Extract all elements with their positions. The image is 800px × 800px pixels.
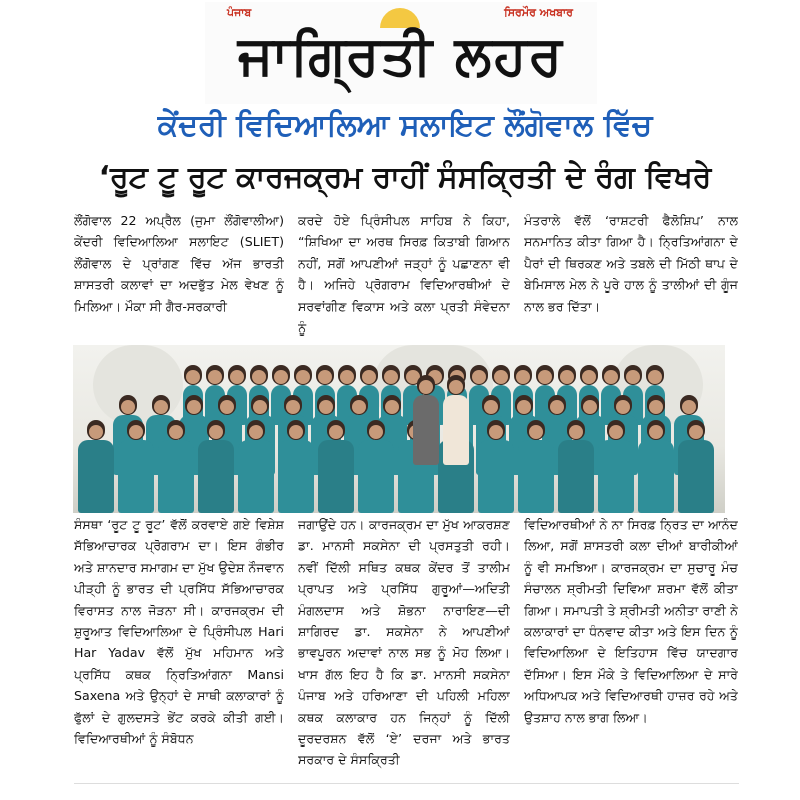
masthead — [205, 2, 597, 104]
student-head — [447, 375, 465, 395]
student-head — [558, 365, 576, 385]
student-face — [472, 370, 486, 384]
student-face — [318, 370, 332, 384]
student-head — [152, 395, 170, 415]
student-face — [319, 400, 333, 414]
student-head — [247, 420, 265, 440]
student-face — [352, 400, 366, 414]
student-head — [206, 365, 224, 385]
student-figure — [638, 440, 674, 513]
student-head — [527, 420, 545, 440]
student-figure — [318, 440, 354, 513]
paragraph: ਜਗਾਉਂਦੇ ਹਨ। ਕਾਰਜਕ੍ਰਮ ਦਾ ਮੁੱਖ ਆਕਰਸ਼ਣ ਡਾ. ਮਾਨਸੀ ਸਕਸੇਨਾ ਦੀ ਪ੍ਰਸਤੁਤੀ ਰਹੀ। ਨਵੀਂ ਦਿੱਲੀ ਸਥਿਤ ਕਥਕ ਕੇਂਦਰ ਤੋਂ ਤਾਲੀਮ ਪ੍ਰਾਪਤ ਅਤੇ ਪ੍ਰਸਿੱਧ ਗੁਰੂਆਂ—ਅਦਿਤੀ ਮੰਗਲਦਾਸ ਅਤੇ ਸ਼ੋਭਨਾ ਨਾਰਾਇਣ—ਦੀ ਸ਼ਾਗਿਰਦ ਡਾ. ਸਕਸੇਨਾ ਨੇ ਆਪਣੀਆਂ ਭਾਵਪੂਰਨ ਅਦਾਵਾਂ ਨਾਲ ਸਭ ਨੂੰ ਮੋਹ ਲਿਆ। ਖਾਸ ਗੱਲ ਇਹ ਹੈ ਕਿ ਡਾ. ਮਾਨਸੀ ਸਕਸੇਨਾ ਪੰਜਾਬ ਅਤੇ ਹਰਿਆਣਾ ਦੀ ਪਹਿਲੀ ਮਹਿਲਾ ਕਥਕ ਕਲਾਕਾਰ ਹਨ ਜਿਨ੍ਹਾਂ ਨੂੰ ਦਿੱਲੀ ਦੂਰਦਰਸ਼ਨ ਵੱਲੋਂ ‘ਏ’ ਦਰਜਾ ਅਤੇ ਭਾਰਤ ਸਰਕਾਰ ਦੇ ਸੰਸਕ੍ਰਿਤੀ — [298, 517, 510, 768]
article-bottom-column-3 — [524, 514, 738, 784]
student-head — [417, 375, 435, 395]
student-face — [516, 370, 530, 384]
article-top-column-3 — [524, 210, 738, 338]
student-face — [550, 400, 564, 414]
student-head — [350, 395, 368, 415]
student-face — [329, 425, 343, 439]
student-figure — [238, 440, 274, 513]
student-head — [515, 395, 533, 415]
headline-line-1: ਕੇਂਦਰੀ ਵਿਦਿਆਲਿਆ ਸਲਾਇਟ ਲੌਂਗੋਵਾਲ ਵਿੱਚ — [157, 108, 653, 143]
student-head — [185, 395, 203, 415]
student-head — [514, 365, 532, 385]
student-face — [626, 370, 640, 384]
student-face — [154, 400, 168, 414]
student-face — [689, 425, 703, 439]
newspaper-title: ਜਾਗ੍ਰਿਤੀ ਲਹਰ — [238, 24, 564, 87]
student-head — [646, 365, 664, 385]
student-head — [470, 365, 488, 385]
student-face — [220, 400, 234, 414]
student-face — [208, 370, 222, 384]
student-figure — [478, 440, 514, 513]
student-head — [316, 365, 334, 385]
student-face — [186, 370, 200, 384]
student-face — [230, 370, 244, 384]
tree-shape — [93, 345, 183, 425]
student-face — [582, 370, 596, 384]
student-head — [492, 365, 510, 385]
student-head — [294, 365, 312, 385]
student-face — [489, 425, 503, 439]
headline-line-2: ‘ਰੂਟ ਟੂ ਰੂਟ ਕਾਰਜਕ੍ਰਮ ਰਾਹੀਂ ਸੰਸਕ੍ਰਿਤੀ ਦੇ ਰੰਗ ਵਿਖਰੇ — [98, 160, 712, 195]
article-bottom-column-2 — [298, 514, 510, 784]
student-head — [119, 395, 137, 415]
student-face — [274, 370, 288, 384]
masthead-tag-right: ਸਿਰਮੌਰ ਅਖਬਾਰ — [504, 6, 573, 19]
student-face — [169, 425, 183, 439]
student-figure — [558, 440, 594, 513]
student-head — [317, 395, 335, 415]
student-face — [419, 380, 433, 394]
student-head — [383, 395, 401, 415]
student-face — [369, 425, 383, 439]
student-face — [340, 370, 354, 384]
student-face — [494, 370, 508, 384]
student-head — [607, 420, 625, 440]
student-head — [367, 420, 385, 440]
student-face — [249, 425, 263, 439]
student-face — [682, 400, 696, 414]
student-head — [184, 365, 202, 385]
student-face — [129, 425, 143, 439]
student-face — [385, 400, 399, 414]
masthead-tag-left: ਪੰਜਾਬ — [227, 6, 252, 19]
student-head — [167, 420, 185, 440]
student-head — [250, 365, 268, 385]
student-face — [484, 400, 498, 414]
student-face — [529, 425, 543, 439]
student-face — [384, 370, 398, 384]
student-head — [548, 395, 566, 415]
student-face — [252, 370, 266, 384]
student-head — [487, 420, 505, 440]
student-head — [647, 420, 665, 440]
student-face — [538, 370, 552, 384]
student-head — [218, 395, 236, 415]
bottom-divider — [74, 783, 739, 784]
student-head — [327, 420, 345, 440]
student-face — [569, 425, 583, 439]
paragraph: ਕਰਦੇ ਹੋਏ ਪ੍ਰਿੰਸੀਪਲ ਸਾਹਿਬ ਨੇ ਕਿਹਾ, “ਸ਼ਿਖਿਆ ਦਾ ਅਰਥ ਸਿਰਫ਼ ਕਿਤਾਬੀ ਗਿਆਨ ਨਹੀਂ, ਸਗੋਂ ਆਪਣੀਆਂ ਜੜ੍ਹਾਂ ਨੂੰ ਪਛਾਣਨਾ ਵੀ ਹੈ। ਅਜਿਹੇ ਪ੍ਰੋਗਰਾਮ ਵਿਦਿਆਰਥੀਆਂ ਦੇ ਸਰਵਾਂਗੀਣ ਵਿਕਾਸ ਅਤੇ ਕਲਾ ਪ੍ਰਤੀ ਸੰਵੇਦਨਾ ਨੂੰ — [298, 213, 510, 336]
student-head — [567, 420, 585, 440]
student-head — [602, 365, 620, 385]
student-figure — [598, 440, 634, 513]
student-head — [251, 395, 269, 415]
student-head — [614, 395, 632, 415]
student-figure — [443, 395, 469, 465]
student-figure — [413, 395, 439, 465]
student-figure — [158, 440, 194, 513]
student-figure — [358, 440, 394, 513]
student-face — [583, 400, 597, 414]
student-head — [338, 365, 356, 385]
student-face — [648, 370, 662, 384]
paragraph: ਲੌਂਗੋਵਾਲ 22 ਅਪ੍ਰੈਲ (ਜੁਮਾ ਲੌਂਗੋਵਾਲੀਆ) ਕੇਂਦਰੀ ਵਿਦਿਆਲਿਆ ਸਲਾਇਟ (SLIET) ਲੌਂਗੋਵਾਲ ਦੇ ਪ੍ਰਾਂਗਣ ਵਿੱਚ ਅੱਜ ਭਾਰਤੀ ਸ਼ਾਸਤਰੀ ਕਲਾਵਾਂ ਦਾ ਅਦਭੁੱਤ ਮੇਲ ਵੇਖਣ ਨੂੰ ਮਿਲਿਆ। ਮੌਕਾ ਸੀ ਗੈਰ-ਸਰਕਾਰੀ — [74, 213, 284, 314]
student-head — [382, 365, 400, 385]
student-head — [687, 420, 705, 440]
student-figure — [118, 440, 154, 513]
student-head — [580, 365, 598, 385]
group-photo — [73, 345, 725, 513]
student-face — [616, 400, 630, 414]
student-face — [209, 425, 223, 439]
student-face — [604, 370, 618, 384]
student-figure — [518, 440, 554, 513]
student-face — [449, 380, 463, 394]
paragraph: ਵਿਦਿਆਰਥੀਆਂ ਨੇ ਨਾ ਸਿਰਫ਼ ਨ੍ਰਿਤ ਦਾ ਆਨੰਦ ਲਿਆ, ਸਗੋਂ ਸ਼ਾਸਤਰੀ ਕਲਾ ਦੀਆਂ ਬਾਰੀਕੀਆਂ ਨੂੰ ਵੀ ਸਮਝਿਆ। ਕਾਰਜਕ੍ਰਮ ਦਾ ਸੁਚਾਰੂ ਮੰਚ ਸੰਚਾਲਨ ਸ਼੍ਰੀਮਤੀ ਦਿਵਿਆ ਸ਼ਰਮਾ ਵੱਲੋਂ ਕੀਤਾ ਗਿਆ। ਸਮਾਪਤੀ ਤੇ ਸ਼੍ਰੀਮਤੀ ਅਨੀਤਾ ਰਾਣੀ ਨੇ ਕਲਾਕਾਰਾਂ ਦਾ ਧੰਨਵਾਦ ਕੀਤਾ ਅਤੇ ਇਸ ਦਿਨ ਨੂੰ ਵਿਦਿਆਲਿਆ ਦੇ ਇਤਿਹਾਸ ਵਿੱਚ ਯਾਦਗਾਰ ਦੱਸਿਆ। ਇਸ ਮੌਕੇ ਤੇ ਵਿਦਿਆਲਿਆ ਦੇ ਸਾਰੇ ਅਧਿਆਪਕ ਅਤੇ ਵਿਦਿਆਰਥੀ ਹਾਜ਼ਰ ਰਹੇ ਅਤੇ ਉਤਸ਼ਾਹ ਨਾਲ ਭਾਗ ਲਿਆ। — [524, 517, 738, 725]
paragraph: ਮੰਤਰਾਲੇ ਵੱਲੋਂ ‘ਰਾਸ਼ਟਰੀ ਫੈਲੋਸ਼ਿਪ’ ਨਾਲ ਸਨਮਾਨਿਤ ਕੀਤਾ ਗਿਆ ਹੈ। ਨ੍ਰਿਤਿਆਂਗਨਾ ਦੇ ਪੈਰਾਂ ਦੀ ਥਿਰਕਣ ਅਤੇ ਤਬਲੇ ਦੀ ਮਿੱਠੀ ਥਾਪ ਦੇ ਬੇਮਿਸਾਲ ਮੇਲ ਨੇ ਪੂਰੇ ਹਾਲ ਨੂੰ ਤਾਲੀਆਂ ਦੀ ਗੂੰਜ ਨਾਲ ਭਰ ਦਿੱਤਾ। — [524, 213, 738, 314]
student-head — [360, 365, 378, 385]
student-head — [207, 420, 225, 440]
student-head — [127, 420, 145, 440]
student-head — [536, 365, 554, 385]
student-head — [287, 420, 305, 440]
student-face — [89, 425, 103, 439]
student-face — [362, 370, 376, 384]
student-face — [187, 400, 201, 414]
article-top-column-1 — [74, 210, 284, 338]
student-face — [649, 425, 663, 439]
student-head — [87, 420, 105, 440]
student-head — [228, 365, 246, 385]
student-face — [560, 370, 574, 384]
student-head — [680, 395, 698, 415]
student-face — [296, 370, 310, 384]
student-face — [121, 400, 135, 414]
student-face — [289, 425, 303, 439]
student-head — [624, 365, 642, 385]
paragraph: ਸੰਸਥਾ ‘ਰੂਟ ਟੂ ਰੂਟ’ ਵੱਲੋਂ ਕਰਵਾਏ ਗਏ ਵਿਸ਼ੇਸ਼ ਸੱਭਿਆਚਾਰਕ ਪ੍ਰੋਗਰਾਮ ਦਾ। ਇਸ ਗੰਭੀਰ ਅਤੇ ਸ਼ਾਨਦਾਰ ਸਮਾਗਮ ਦਾ ਮੁੱਖ ਉਦੇਸ਼ ਨੌਜਵਾਨ ਪੀੜ੍ਹੀ ਨੂੰ ਭਾਰਤ ਦੀ ਪ੍ਰਸਿੱਧ ਸੱਭਿਆਚਾਰਕ ਵਿਰਾਸਤ ਨਾਲ ਜੋੜਨਾ ਸੀ। ਕਾਰਜਕ੍ਰਮ ਦੀ ਸ਼ੁਰੂਆਤ ਵਿਦਿਆਲਿਆ ਦੇ ਪ੍ਰਿੰਸੀਪਲ Hari Har Yadav ਵੱਲੋਂ ਮੁੱਖ ਮਹਿਮਾਨ ਅਤੇ ਪ੍ਰਸਿੱਧ ਕਥਕ ਨ੍ਰਿਤਿਆਂਗਨਾ Mansi Saxena ਅਤੇ ਉਨ੍ਹਾਂ ਦੇ ਸਾਥੀ ਕਲਾਕਾਰਾਂ ਨੂੰ ਫੁੱਲਾਂ ਦੇ ਗੁਲਦਸਤੇ ਭੇਂਟ ਕਰਕੇ ਕੀਤੀ ਗਈ। ਵਿਦਿਆਰਥੀਆਂ ਨੂੰ ਸੰਬੋਧਨ — [74, 517, 284, 747]
student-figure — [78, 440, 114, 513]
student-head — [482, 395, 500, 415]
student-figure — [278, 440, 314, 513]
student-head — [647, 395, 665, 415]
student-head — [581, 395, 599, 415]
student-face — [609, 425, 623, 439]
student-head — [284, 395, 302, 415]
student-face — [649, 400, 663, 414]
student-figure — [678, 440, 714, 513]
student-face — [253, 400, 267, 414]
article-bottom-column-1 — [74, 514, 284, 784]
article-top-column-2 — [298, 210, 510, 338]
student-head — [272, 365, 290, 385]
student-face — [286, 400, 300, 414]
student-figure — [198, 440, 234, 513]
student-face — [517, 400, 531, 414]
